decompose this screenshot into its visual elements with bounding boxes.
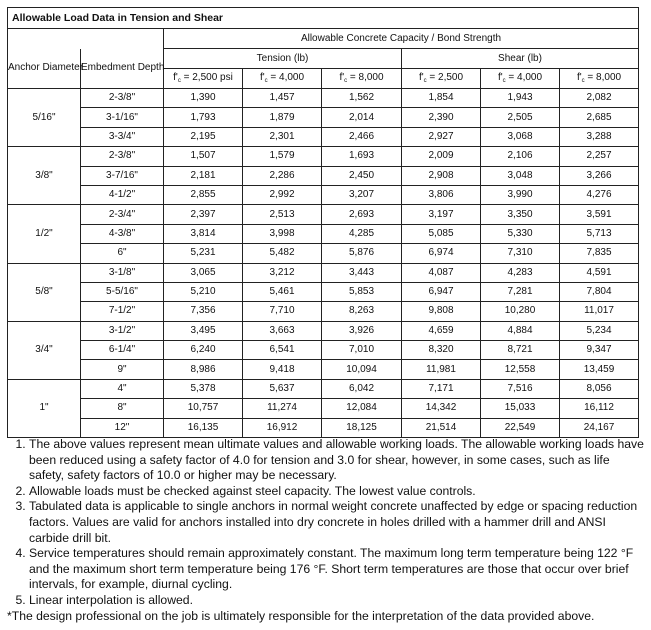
load-value-cell: 5,234: [560, 321, 639, 340]
load-value-cell: 7,171: [402, 379, 481, 398]
table-row: [8, 108, 639, 127]
load-value-cell: 8,721: [481, 341, 560, 360]
load-value-cell: 2,286: [243, 166, 322, 185]
load-value-cell: 2,992: [243, 185, 322, 204]
table-row: [8, 185, 639, 204]
load-value-cell: 5,713: [560, 224, 639, 243]
load-value-cell: 2,908: [402, 166, 481, 185]
load-value-cell: 3,207: [322, 185, 402, 204]
fc-subscript: c: [344, 78, 348, 84]
load-value-cell: 1,390: [164, 89, 243, 108]
load-value-cell: 3,990: [481, 185, 560, 204]
load-value-cell: 3,591: [560, 205, 639, 224]
table-row: [8, 302, 639, 321]
load-value-cell: 16,912: [243, 418, 322, 437]
load-value-cell: 1,457: [243, 89, 322, 108]
fc-subscript: c: [502, 78, 506, 84]
load-value-cell: 6,947: [402, 282, 481, 301]
load-value-cell: 4,659: [402, 321, 481, 340]
table-row: [8, 166, 639, 185]
load-value-cell: 3,443: [322, 263, 402, 282]
load-value-cell: 11,981: [402, 360, 481, 379]
anchor-diameter-cell: 1": [8, 379, 81, 437]
table-row: [8, 263, 639, 282]
embedment-cell: 4-3/8": [81, 224, 164, 243]
load-value-cell: 2,505: [481, 108, 560, 127]
load-value-cell: 4,087: [402, 263, 481, 282]
embedment-cell: 6": [81, 244, 164, 263]
load-value-cell: 3,663: [243, 321, 322, 340]
load-value-cell: 6,974: [402, 244, 481, 263]
load-value-cell: 4,591: [560, 263, 639, 282]
tension-header: Tension (lb): [164, 49, 402, 69]
load-value-cell: 7,310: [481, 244, 560, 263]
load-value-cell: 7,835: [560, 244, 639, 263]
load-value-cell: 1,579: [243, 147, 322, 166]
anchor-diameter-cell: 3/8": [8, 147, 81, 205]
anchor-diameter-header: Anchor Diameter: [8, 49, 81, 89]
embedment-cell: 7-1/2": [81, 302, 164, 321]
anchor-diameter-cell: 5/16": [8, 89, 81, 147]
load-value-cell: 1,793: [164, 108, 243, 127]
embedment-cell: 5-5/16": [81, 282, 164, 301]
load-data-table: [7, 7, 639, 438]
load-value-cell: 1,562: [322, 89, 402, 108]
fc-subscript: c: [264, 78, 268, 84]
load-value-cell: 2,927: [402, 127, 481, 146]
strength-value: = 8,000: [347, 72, 384, 83]
embedment-cell: 3-1/8": [81, 263, 164, 282]
load-value-cell: 2,181: [164, 166, 243, 185]
load-value-cell: 6,240: [164, 341, 243, 360]
load-value-cell: 4,884: [481, 321, 560, 340]
notes: [7, 437, 645, 624]
load-value-cell: 3,197: [402, 205, 481, 224]
note-item: 4. Service temperatures should remain approximately constant. The maximum long term temperature being 122 °F and the maximum short term temperature being 176 °F. Short term temperatures are those that occur over brief intervals, for example, diurnal cycling.: [29, 546, 645, 593]
embedment-cell: 3-1/16": [81, 108, 164, 127]
load-value-cell: 8,320: [402, 341, 481, 360]
embedment-depth-header: Embedment Depth: [81, 49, 164, 89]
load-value-cell: 1,879: [243, 108, 322, 127]
group-header: Allowable Concrete Capacity / Bond Strength: [164, 29, 639, 49]
shear-header: Shear (lb): [402, 49, 639, 69]
load-value-cell: 2,466: [322, 127, 402, 146]
table-row: [8, 360, 639, 379]
note-item: 2. Allowable loads must be checked against steel capacity. The lowest value controls.: [29, 484, 645, 500]
load-value-cell: 2,693: [322, 205, 402, 224]
load-value-cell: 3,068: [481, 127, 560, 146]
load-value-cell: 3,288: [560, 127, 639, 146]
fc-symbol: f': [497, 72, 503, 83]
fc-symbol: f': [259, 72, 265, 83]
load-value-cell: 5,853: [322, 282, 402, 301]
strength-value: = 2,500 psi: [180, 72, 233, 83]
note-item: 5. Linear interpolation is allowed.: [29, 593, 645, 609]
load-value-cell: 4,283: [481, 263, 560, 282]
table-row: [8, 418, 639, 437]
table-row: [8, 379, 639, 398]
table-row: [8, 127, 639, 146]
anchor-diameter-cell: 3/4": [8, 321, 81, 379]
table-row: [8, 321, 639, 340]
load-value-cell: 5,876: [322, 244, 402, 263]
load-value-cell: 22,549: [481, 418, 560, 437]
load-value-cell: 5,210: [164, 282, 243, 301]
load-value-cell: 1,943: [481, 89, 560, 108]
note-item: 1. The above values represent mean ultimate values and allowable working loads. The allowable working loads have been reduced using a safety factor of 4.0 for tension and 3.0 for shear, however, in some cases, such as life safety, safety factors of 10.0 or higher may be necessary.: [29, 437, 645, 484]
table-title: Allowable Load Data in Tension and Shear: [8, 8, 639, 29]
strength-header-3: [402, 69, 481, 89]
fc-subscript: c: [177, 78, 181, 84]
load-value-cell: 10,094: [322, 360, 402, 379]
load-value-cell: 12,084: [322, 399, 402, 418]
embedment-cell: 9": [81, 360, 164, 379]
embedment-cell: 3-1/2": [81, 321, 164, 340]
load-value-cell: 16,135: [164, 418, 243, 437]
table-row: [8, 341, 639, 360]
load-value-cell: 3,212: [243, 263, 322, 282]
load-value-cell: 1,507: [164, 147, 243, 166]
strength-header-5: [560, 69, 639, 89]
embedment-cell: 8": [81, 399, 164, 418]
embedment-cell: 4": [81, 379, 164, 398]
load-value-cell: 7,516: [481, 379, 560, 398]
load-value-cell: 5,482: [243, 244, 322, 263]
fc-symbol: f': [173, 72, 178, 83]
strength-header-0: [164, 69, 243, 89]
table-body: [8, 89, 639, 438]
strength-value: = 4,000: [505, 72, 543, 83]
embedment-cell: 6-1/4": [81, 341, 164, 360]
load-value-cell: 2,195: [164, 127, 243, 146]
fc-symbol: f': [418, 72, 424, 83]
load-value-cell: 10,757: [164, 399, 243, 418]
notes-list: [7, 437, 645, 609]
load-value-cell: 11,017: [560, 302, 639, 321]
load-value-cell: 2,685: [560, 108, 639, 127]
load-value-cell: 4,285: [322, 224, 402, 243]
load-value-cell: 2,014: [322, 108, 402, 127]
load-value-cell: 6,042: [322, 379, 402, 398]
table-row: [8, 89, 639, 108]
load-value-cell: 12,558: [481, 360, 560, 379]
load-value-cell: 5,330: [481, 224, 560, 243]
load-value-cell: 9,347: [560, 341, 639, 360]
load-value-cell: 2,513: [243, 205, 322, 224]
embedment-cell: 3-3/4": [81, 127, 164, 146]
strength-header-4: [481, 69, 560, 89]
note-item: 3. Tabulated data is applicable to single anchors in normal weight concrete unaffected by edge or spacing reduction factors. Values are valid for anchors installed into dry concrete in holes drilled with a hammer drill and ANSI carbide drill bit.: [29, 499, 645, 546]
load-value-cell: 2,009: [402, 147, 481, 166]
strength-header-1: [243, 69, 322, 89]
load-value-cell: 24,167: [560, 418, 639, 437]
load-value-cell: 7,710: [243, 302, 322, 321]
load-value-cell: 11,274: [243, 399, 322, 418]
load-value-cell: 6,541: [243, 341, 322, 360]
load-value-cell: 7,356: [164, 302, 243, 321]
load-value-cell: 9,418: [243, 360, 322, 379]
embedment-cell: 4-1/2": [81, 185, 164, 204]
load-value-cell: 1,693: [322, 147, 402, 166]
anchor-diameter-cell: 5/8": [8, 263, 81, 321]
load-value-cell: 2,082: [560, 89, 639, 108]
load-value-cell: 7,281: [481, 282, 560, 301]
fc-subscript: c: [581, 78, 585, 84]
load-value-cell: 5,378: [164, 379, 243, 398]
load-value-cell: 14,342: [402, 399, 481, 418]
load-value-cell: 3,048: [481, 166, 560, 185]
table-row: [8, 399, 639, 418]
embedment-cell: 2-3/4": [81, 205, 164, 224]
fc-symbol: f': [339, 72, 345, 83]
load-value-cell: 4,276: [560, 185, 639, 204]
load-value-cell: 2,106: [481, 147, 560, 166]
fc-symbol: f': [576, 72, 582, 83]
load-value-cell: 8,263: [322, 302, 402, 321]
load-value-cell: 7,804: [560, 282, 639, 301]
load-value-cell: 3,065: [164, 263, 243, 282]
embedment-cell: 3-7/16": [81, 166, 164, 185]
fc-subscript: c: [423, 78, 427, 84]
load-value-cell: 10,280: [481, 302, 560, 321]
table-row: [8, 147, 639, 166]
strength-value: = 4,000: [267, 72, 305, 83]
footnote: *The design professional on the job is ultimately responsible for the interpretation of the data provided above.: [7, 608, 595, 623]
table-row: [8, 244, 639, 263]
load-value-cell: 15,033: [481, 399, 560, 418]
load-value-cell: 21,514: [402, 418, 481, 437]
load-value-cell: 2,257: [560, 147, 639, 166]
load-value-cell: 5,231: [164, 244, 243, 263]
load-value-cell: 3,495: [164, 321, 243, 340]
table-row: [8, 205, 639, 224]
load-value-cell: 3,806: [402, 185, 481, 204]
embedment-cell: 2-3/8": [81, 89, 164, 108]
embedment-cell: 2-3/8": [81, 147, 164, 166]
strength-value: = 8,000: [584, 72, 622, 83]
load-value-cell: 5,637: [243, 379, 322, 398]
load-value-cell: 2,301: [243, 127, 322, 146]
load-value-cell: 8,986: [164, 360, 243, 379]
load-value-cell: 5,085: [402, 224, 481, 243]
load-value-cell: 8,056: [560, 379, 639, 398]
load-value-cell: 5,461: [243, 282, 322, 301]
embedment-cell: 12": [81, 418, 164, 437]
load-value-cell: 2,390: [402, 108, 481, 127]
load-value-cell: 3,926: [322, 321, 402, 340]
strength-header-2: [322, 69, 402, 89]
load-value-cell: 3,350: [481, 205, 560, 224]
load-value-cell: 18,125: [322, 418, 402, 437]
load-value-cell: 13,459: [560, 360, 639, 379]
strength-value: = 2,500: [426, 72, 464, 83]
load-value-cell: 9,808: [402, 302, 481, 321]
load-value-cell: 2,855: [164, 185, 243, 204]
load-value-cell: 3,814: [164, 224, 243, 243]
load-value-cell: 16,112: [560, 399, 639, 418]
load-value-cell: 3,266: [560, 166, 639, 185]
load-value-cell: 1,854: [402, 89, 481, 108]
load-value-cell: 3,998: [243, 224, 322, 243]
anchor-diameter-cell: 1/2": [8, 205, 81, 263]
table-row: [8, 224, 639, 243]
load-value-cell: 7,010: [322, 341, 402, 360]
header-spacer: [8, 29, 164, 49]
load-value-cell: 2,397: [164, 205, 243, 224]
table-row: [8, 282, 639, 301]
load-value-cell: 2,450: [322, 166, 402, 185]
